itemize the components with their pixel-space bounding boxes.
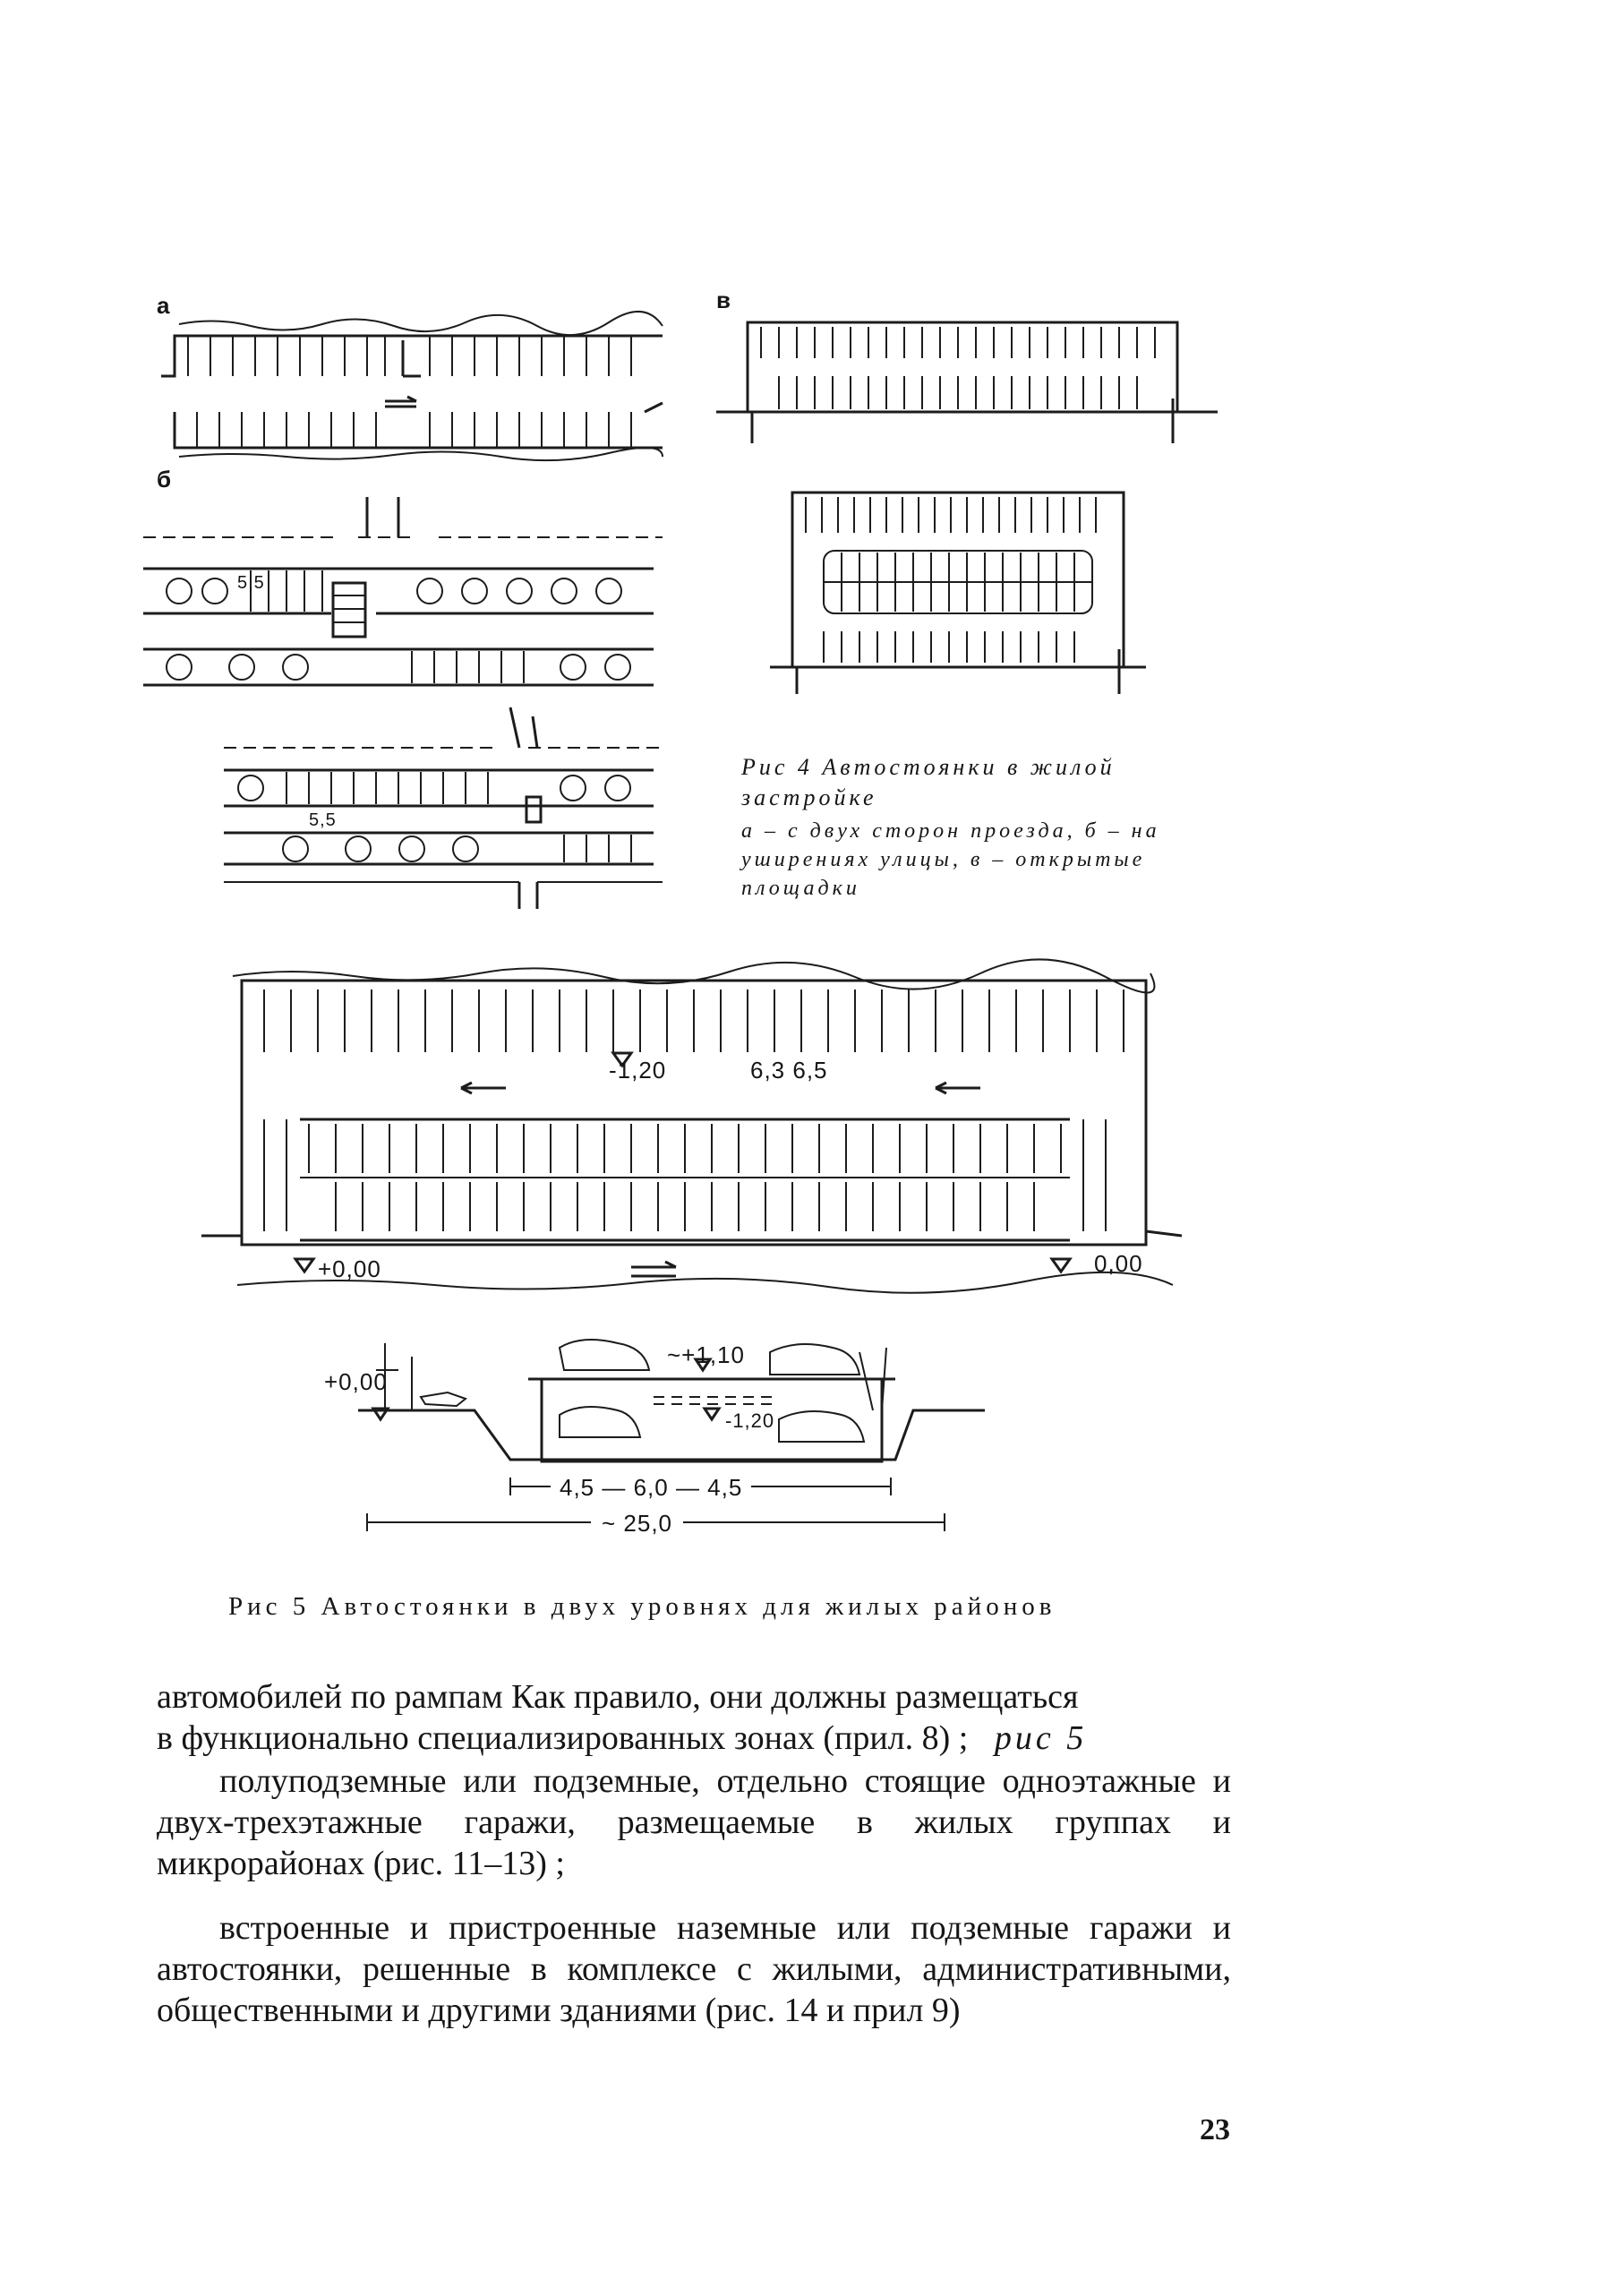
- parking-plan-v-top: [716, 309, 1218, 448]
- panel-b-label: б: [157, 466, 172, 493]
- paragraph-1-line-2: [157, 1718, 1087, 1759]
- plan-level-2: +0,00: [318, 1255, 381, 1282]
- section-total: ~ 25,0: [591, 1510, 683, 1538]
- panel-a-label: а: [157, 292, 170, 319]
- plan-level-3: 0,00: [1094, 1250, 1143, 1277]
- figure-5-caption: Рис 5 Автостоянки в двух уровнях для жилых районов: [228, 1592, 1056, 1621]
- handwritten-note: рис 5: [994, 1719, 1088, 1757]
- section-level-inner: -1,20: [725, 1409, 775, 1432]
- figure-4-caption-title: Рис 4 Автостоянки в жилой застройке: [741, 754, 1116, 810]
- figure-4-caption-body: а – с двух сторон проезда, б – на уширениях улицы, в – открытые площадки: [741, 819, 1160, 900]
- parking-plan-b-bottom: [224, 707, 663, 913]
- paragraph-1-line-1: автомобилей по рампам Как правило, они должны размещаться: [157, 1678, 1079, 1716]
- paragraph-2: полуподземные или подземные, отдельно стоящие одноэтажные и двух-трехэтажные гаражи, размещаемые в жилых группах и микрорайонах (рис. 11–13) ;: [157, 1762, 1231, 1882]
- dim-b1: 5,5: [237, 573, 265, 593]
- plan-level-1: -1,20: [609, 1057, 667, 1084]
- dim-b2: 5,5: [309, 810, 337, 830]
- plan-dims: 6,3 6,5: [750, 1057, 828, 1084]
- page-number: 23: [1200, 2113, 1230, 2146]
- section-level-top: ~+1,10: [667, 1341, 745, 1368]
- parking-plan-b-top: [143, 497, 663, 690]
- paragraph-3: встроенные и пристроенные наземные или подземные гаражи и автостоянки, решенные в комплексе с жилыми, административными, общественными и другими зданиями (рис. 14 и прил 9): [157, 1909, 1231, 2029]
- section-dims: 4,5 — 6,0 — 4,5: [551, 1474, 751, 1502]
- parking-plan-a: [161, 313, 663, 457]
- section-level-left: +0,00: [324, 1368, 388, 1395]
- parking-plan-v-bottom: [770, 488, 1146, 694]
- paragraph-1-line-2-text: в функционально специализированных зонах (прил. 8) ;: [157, 1719, 969, 1757]
- panel-v-label: в: [716, 287, 731, 313]
